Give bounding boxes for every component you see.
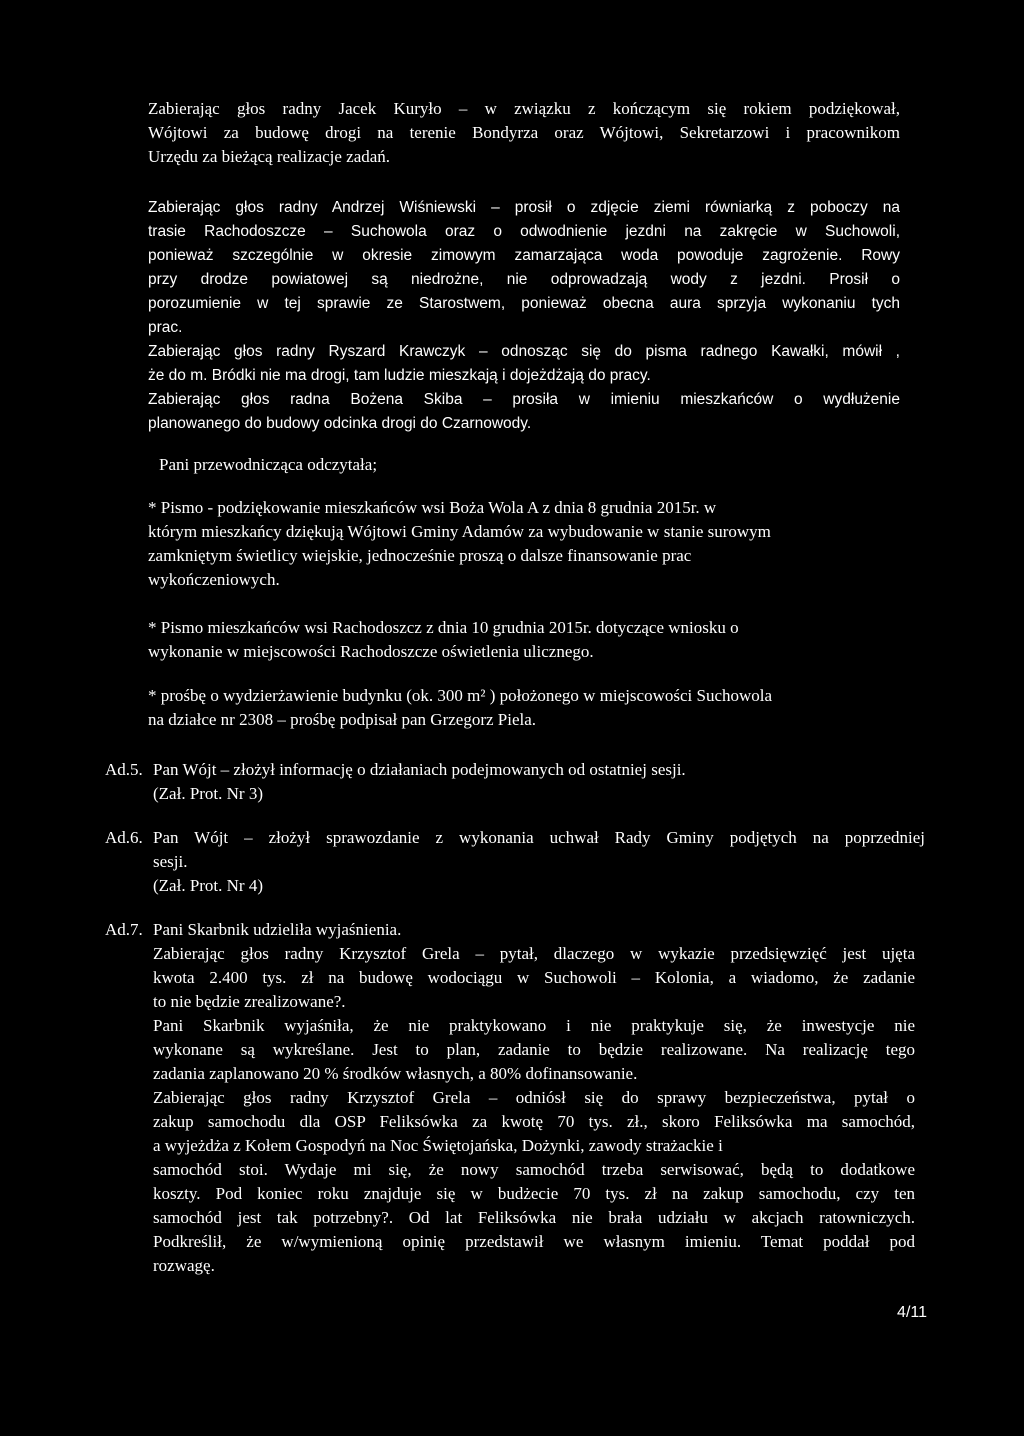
text-line: * Pismo mieszkańców wsi Rachodoszcz z dnia 10 grudnia 2015r. dotyczące wniosku o — [148, 618, 739, 637]
letter-rachodoszcz — [148, 616, 900, 664]
text-line: (Zał. Prot. Nr 3) — [153, 784, 264, 803]
text-line: Zabierając głos radny Jacek Kuryło – w związku z kończącym się rokiem podziękował, — [148, 99, 900, 118]
text-line: sesji. — [153, 852, 188, 871]
text-line: Pan Wójt – złożył informację o działaniach podejmowanych od ostatniej sesji. — [153, 760, 686, 779]
text-line: Pani Skarbnik udzieliła wyjaśnienia. — [153, 920, 402, 939]
agenda-label: Ad.7. — [105, 920, 143, 939]
text-line: zadania zaplanowano 20 % środków własnych, a 80% dofinansowanie. — [153, 1064, 638, 1083]
text-line: ponieważ szczególnie w okresie zimowym zamarzająca woda powoduje zagrożenie. Rowy — [148, 247, 900, 264]
paragraph-kurylo — [148, 97, 900, 169]
text-line: Wójtowi za budowę drogi na terenie Bondyrza oraz Wójtowi, Sekretarzowi i pracownikom — [148, 123, 900, 142]
text-line: Pani Skarbnik wyjaśniła, że nie praktykowano i nie praktykuje się, że inwestycje nie — [153, 1016, 915, 1035]
agenda-content — [153, 758, 925, 806]
text-line: Zabierając głos radny Krzysztof Grela – odniósł się do sprawy bezpieczeństwa, pytał o — [153, 1088, 915, 1107]
text-line: to nie będzie zrealizowane?. — [153, 992, 346, 1011]
text-line: * Pismo - podziękowanie mieszkańców wsi Boża Wola A z dnia 8 grudnia 2015r. w — [148, 498, 717, 517]
text-line: koszty. Pod koniec roku znajduje się w budżecie 70 tys. zł na zakup samochodu, czy ten — [153, 1184, 915, 1203]
text-line: że do m. Bródki nie ma drogi, tam ludzie mieszkają i dojeżdżają do pracy. — [148, 367, 651, 384]
letter-boza-wola — [148, 496, 900, 592]
text-line: którym mieszkańcy dziękują Wójtowi Gminy Adamów za wybudowanie w stanie surowym — [148, 522, 771, 541]
text-line: samochód stoi. Wydaje mi się, że nowy samochód trzeba serwisować, będą to dodatkowe — [153, 1160, 915, 1179]
text-line: Zabierając głos radny Andrzej Wiśniewski – prosił o zdjęcie ziemi równiarką z poboczy na — [148, 199, 900, 216]
agenda-label: Ad.6. — [105, 828, 143, 847]
text-line: * prośbę o wydzierżawienie budynku (ok. 300 m² ) położonego w miejscowości Suchowola — [148, 686, 773, 705]
text-line: Zabierając głos radna Bożena Skiba – prosiła w imieniu mieszkańców o wydłużenie — [148, 391, 900, 408]
text-line: Urzędu za bieżącą realizacje zadań. — [148, 147, 391, 166]
text-line: prac. — [148, 319, 183, 336]
agenda-content — [153, 918, 915, 1278]
text-line: a wyjeżdża z Kołem Gospodyń na Noc Świętojańska, Dożynki, zawody strażackie i — [153, 1136, 723, 1155]
page-number: 4/11 — [897, 1304, 927, 1321]
text-line: wykończeniowych. — [148, 570, 280, 589]
text-line: przy drodze powiatowej są niedrożne, nie odprowadzają wody z jezdni. Prosił o — [148, 271, 900, 288]
text-line: samochód jest tak potrzebny?. Od lat Feliksówka nie brała udziału w akcjach ratowniczych. — [153, 1208, 915, 1227]
text-line: wykonanie w miejscowości Rachodoszcze oświetlenia ulicznego. — [148, 642, 594, 661]
text-line: rozwagę. — [153, 1256, 215, 1275]
text-line: Zabierając głos radny Krzysztof Grela – pytał, dlaczego w wykazie przedsięwzięć jest ujęta — [153, 944, 915, 963]
text-line: Pani przewodnicząca odczytała; — [159, 455, 378, 474]
paragraph-wisniewski — [148, 196, 900, 436]
text-line: zakup samochodu dla OSP Feliksówka za kwotę 70 tys. zł., skoro Feliksówka ma samochód, — [153, 1112, 915, 1131]
text-line: Zabierając głos radny Ryszard Krawczyk – odnosząc się do pisma radnego Kawałki, mówił , — [148, 343, 900, 360]
text-line: kwota 2.400 tys. zł na budowę wodociągu w Suchowoli – Kolonia, a wiadomo, że zadanie — [153, 968, 915, 987]
text-line: zamkniętym świetlicy wiejskie, jednocześnie proszą o dalsze finansowanie prac — [148, 546, 692, 565]
letter-lease-request — [148, 684, 900, 732]
text-line: planowanego do budowy odcinka drogi do Czarnowody. — [148, 415, 532, 432]
text-line: trasie Rachodoszcze – Suchowola oraz o odwodnienie jezdni na zakręcie w Suchowoli, — [148, 223, 900, 240]
text-line: (Zał. Prot. Nr 4) — [153, 876, 264, 895]
text-line: wykonane są wykreślane. Jest to plan, zadanie to będzie realizowane. Na realizację tego — [153, 1040, 915, 1059]
chairwoman-statement — [148, 453, 900, 477]
text-line: na działce nr 2308 – prośbę podpisał pan Grzegorz Piela. — [148, 710, 537, 729]
agenda-content — [153, 826, 925, 898]
text-line: Pan Wójt – złożył sprawozdanie z wykonania uchwał Rady Gminy podjętych na poprzedniej — [153, 828, 925, 847]
text-line: Podkreślił, że w/wymienioną opinię przedstawił we własnym imieniu. Temat poddał pod — [153, 1232, 915, 1251]
agenda-label: Ad.5. — [105, 760, 143, 779]
text-line: porozumienie w tej sprawie ze Starostwem, ponieważ obecna aura sprzyja wykonaniu tych — [148, 295, 900, 312]
